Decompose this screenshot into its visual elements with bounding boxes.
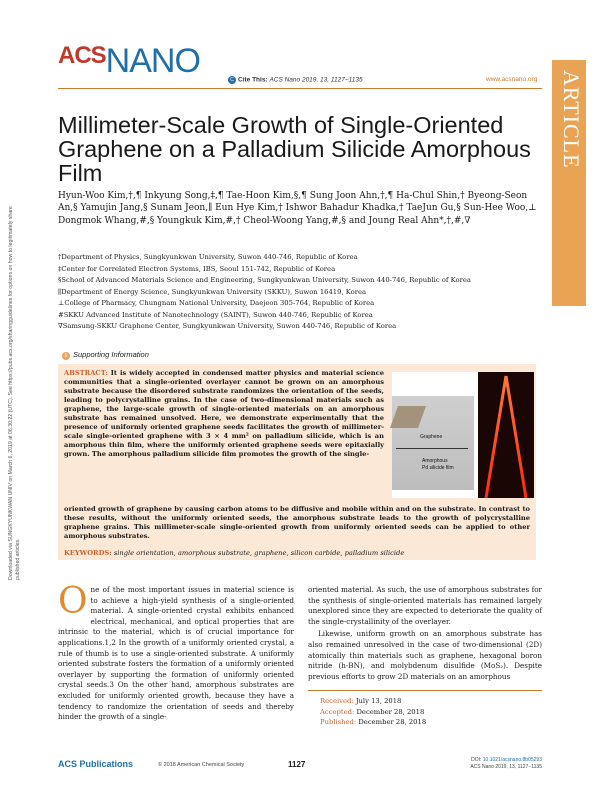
keywords: KEYWORDS: single orientation, amorphous substrate, graphene, silicon carbide, palladium silicide — [64, 549, 405, 557]
copyright: © 2018 American Chemical Society — [158, 762, 245, 768]
article-dates: Received: July 13, 2018 Accepted: December 28, 2018 Published: December 28, 2018 — [320, 697, 427, 726]
affiliation: ∥Department of Energy Science, Sungkyunkwan University (SKKU), Suwon 16419, Korea — [58, 287, 367, 296]
supporting-info-link[interactable]: s Supporting Information — [62, 350, 149, 360]
diffraction-image — [478, 372, 534, 498]
article-title: Millimeter-Scale Growth of Single-Oriented Graphene on a Palladium Silicide Amorphous Film — [58, 112, 531, 186]
paragraph: oriented material. As such, the use of amorphous substrates for the synthesis of single-oriented materials has remained largely unexplored since they are expected to deteriorate the quality of the single-crystallinity of the overlayer. — [308, 585, 542, 626]
page-number: 1127 — [288, 760, 306, 769]
graphene-layer — [396, 448, 468, 449]
affiliation: #SKKU Advanced Institute of Nanotechnology (SAINT), Suwon 440-746, Republic of Korea — [58, 310, 373, 319]
affiliation: ⊥College of Pharmacy, Chungnam National University, Daejeon 305-764, Republic of Korea — [58, 299, 375, 307]
download-note: Downloaded via SUNGKYUNKWAN UNIV on March 6, 2019 at 06:30:22 (UTC). See https://pubs.acs.org/sharingguidelines for options on how to legitimately share published articles. — [8, 206, 21, 580]
schematic-image — [392, 396, 474, 490]
affiliation: §School of Advanced Materials Science and Engineering, Sungkyunkwan University, Suwon 440-746, Republic of Korea — [58, 276, 471, 284]
body-column-right — [308, 585, 542, 682]
diffraction-streaks — [478, 372, 534, 498]
seed-cube — [390, 406, 426, 428]
label-amorphous: Amorphous — [422, 458, 448, 464]
header-rule — [58, 88, 542, 89]
dates-rule — [308, 690, 542, 691]
section-tab: ARTICLE — [552, 60, 586, 306]
doi-block: DOI: 10.1021/acsnano.8b05293 ACS Nano 2019, 13, 1127−1135 — [470, 757, 542, 770]
publisher-logo[interactable]: ACS Publications — [58, 759, 134, 769]
journal-logo: $^{ACS}$NANO — [58, 42, 200, 80]
toc-graphic — [392, 372, 534, 498]
affiliation: †Department of Physics, Sungkyunkwan University, Suwon 440-746, Republic of Korea — [58, 253, 358, 261]
abstract-text: ABSTRACT: It is widely accepted in condensed matter physics and material science communities that a single-oriented overlayer cannot be grown on an amorphous substrate because the disordered substrate randomizes the orientation of the seeds, leading to polycrystalline grains. In the case of two-dimensional materials such as graphene, the large-scale growth of single-oriented materials on an amorphous substrate has remained unsolved. Here, we demonstrate experimentally that the presence of uniformly oriented graphene seeds facilitates the growth of millimeter-scale single-oriented graphene with 3 × 4 mm² on palladium silicide, which is an amorphous thin film, where the uniformly oriented graphene seeds were epitaxially grown. The amorphous palladium silicide film promotes the growth of the single- — [64, 369, 384, 459]
cite-this[interactable]: C Cite This: ACS Nano 2019, 13, 1127−1135 — [228, 76, 363, 84]
info-icon: s — [62, 352, 70, 360]
body-column-left: One of the most important issues in material science is to achieve a high-yield synthesis of a single-oriented material. A single-oriented crystal exhibits enhanced electrical, mechanical, and optical properties that are intrinsic to the material, which is of crucial importance for applications.1,2 In the growth of a uniformly oriented crystal, a rule of thumb is to use a single-oriented substrate. A uniformly oriented substrate fosters the formation of a uniformly oriented overlayer by supporting the formation of uniformly oriented crystal seeds.3 On the other hand, amorphous substrates are excluded for uniformly oriented growth, because they have a tendency to randomize the orientation of seeds and thereby hinder the growth of a single- — [58, 581, 294, 722]
journal-url[interactable]: www.acsnano.org — [486, 76, 538, 83]
doi-link[interactable]: 10.1021/acsnano.8b05293 — [482, 757, 542, 763]
author-list: Hyun-Woo Kim,†,¶ Inkyung Song,‡,¶ Tae-Hoon Kim,§,¶ Sung Joon Ahn,†,¶ Ha-Chul Shin,† Byeong-Seon An,§ Yamujin Jang,§ Sunam Jeon,∥ Eun Hye Kim,† Ishwor Bahadur Khadka,† TaeJun Gu,§ Sun-Hee Woo,⊥ Dongmok Whang,#,§ Youngkuk Kim,#,† Cheol-Woong Yang,#,§ and Joung Real Ahn*,†,#,∇ — [58, 191, 537, 226]
affiliations — [58, 252, 542, 333]
abstract-text-cont: oriented growth of graphene by causing carbon atoms to be diffusive and mobile within and on the substrate. In contrast to these results, without the uniformly oriented seeds, the amorphous substrate leads to the growth of polycrystalline graphene grains. This millimeter-scale single-oriented growth from uniformly oriented seeds can be applied to other amorphous substrates. — [64, 505, 530, 541]
cite-icon: C — [228, 76, 236, 84]
drop-cap: O — [58, 581, 88, 622]
affiliation: ‡Center for Correlated Electron Systems, IBS, Seoul 151-742, Republic of Korea — [58, 264, 336, 273]
label-pd-silicide: Pd silicide film — [422, 465, 454, 471]
label-graphene: Graphene — [420, 434, 443, 440]
paragraph: Likewise, uniform growth on an amorphous substrate has also remained unresolved in the case of two-dimensional (2D) atomically thin materials such as graphene, hexagonal boron nitride (h-BN), and molybdenum disulfide (MoS₂). Despite previous efforts to grow 2D materials on an amorphous — [308, 629, 542, 681]
affiliation: ∇Samsung-SKKU Graphene Center, Sungkyunkwan University, Suwon 440-746, Republic of Korea — [58, 322, 397, 330]
